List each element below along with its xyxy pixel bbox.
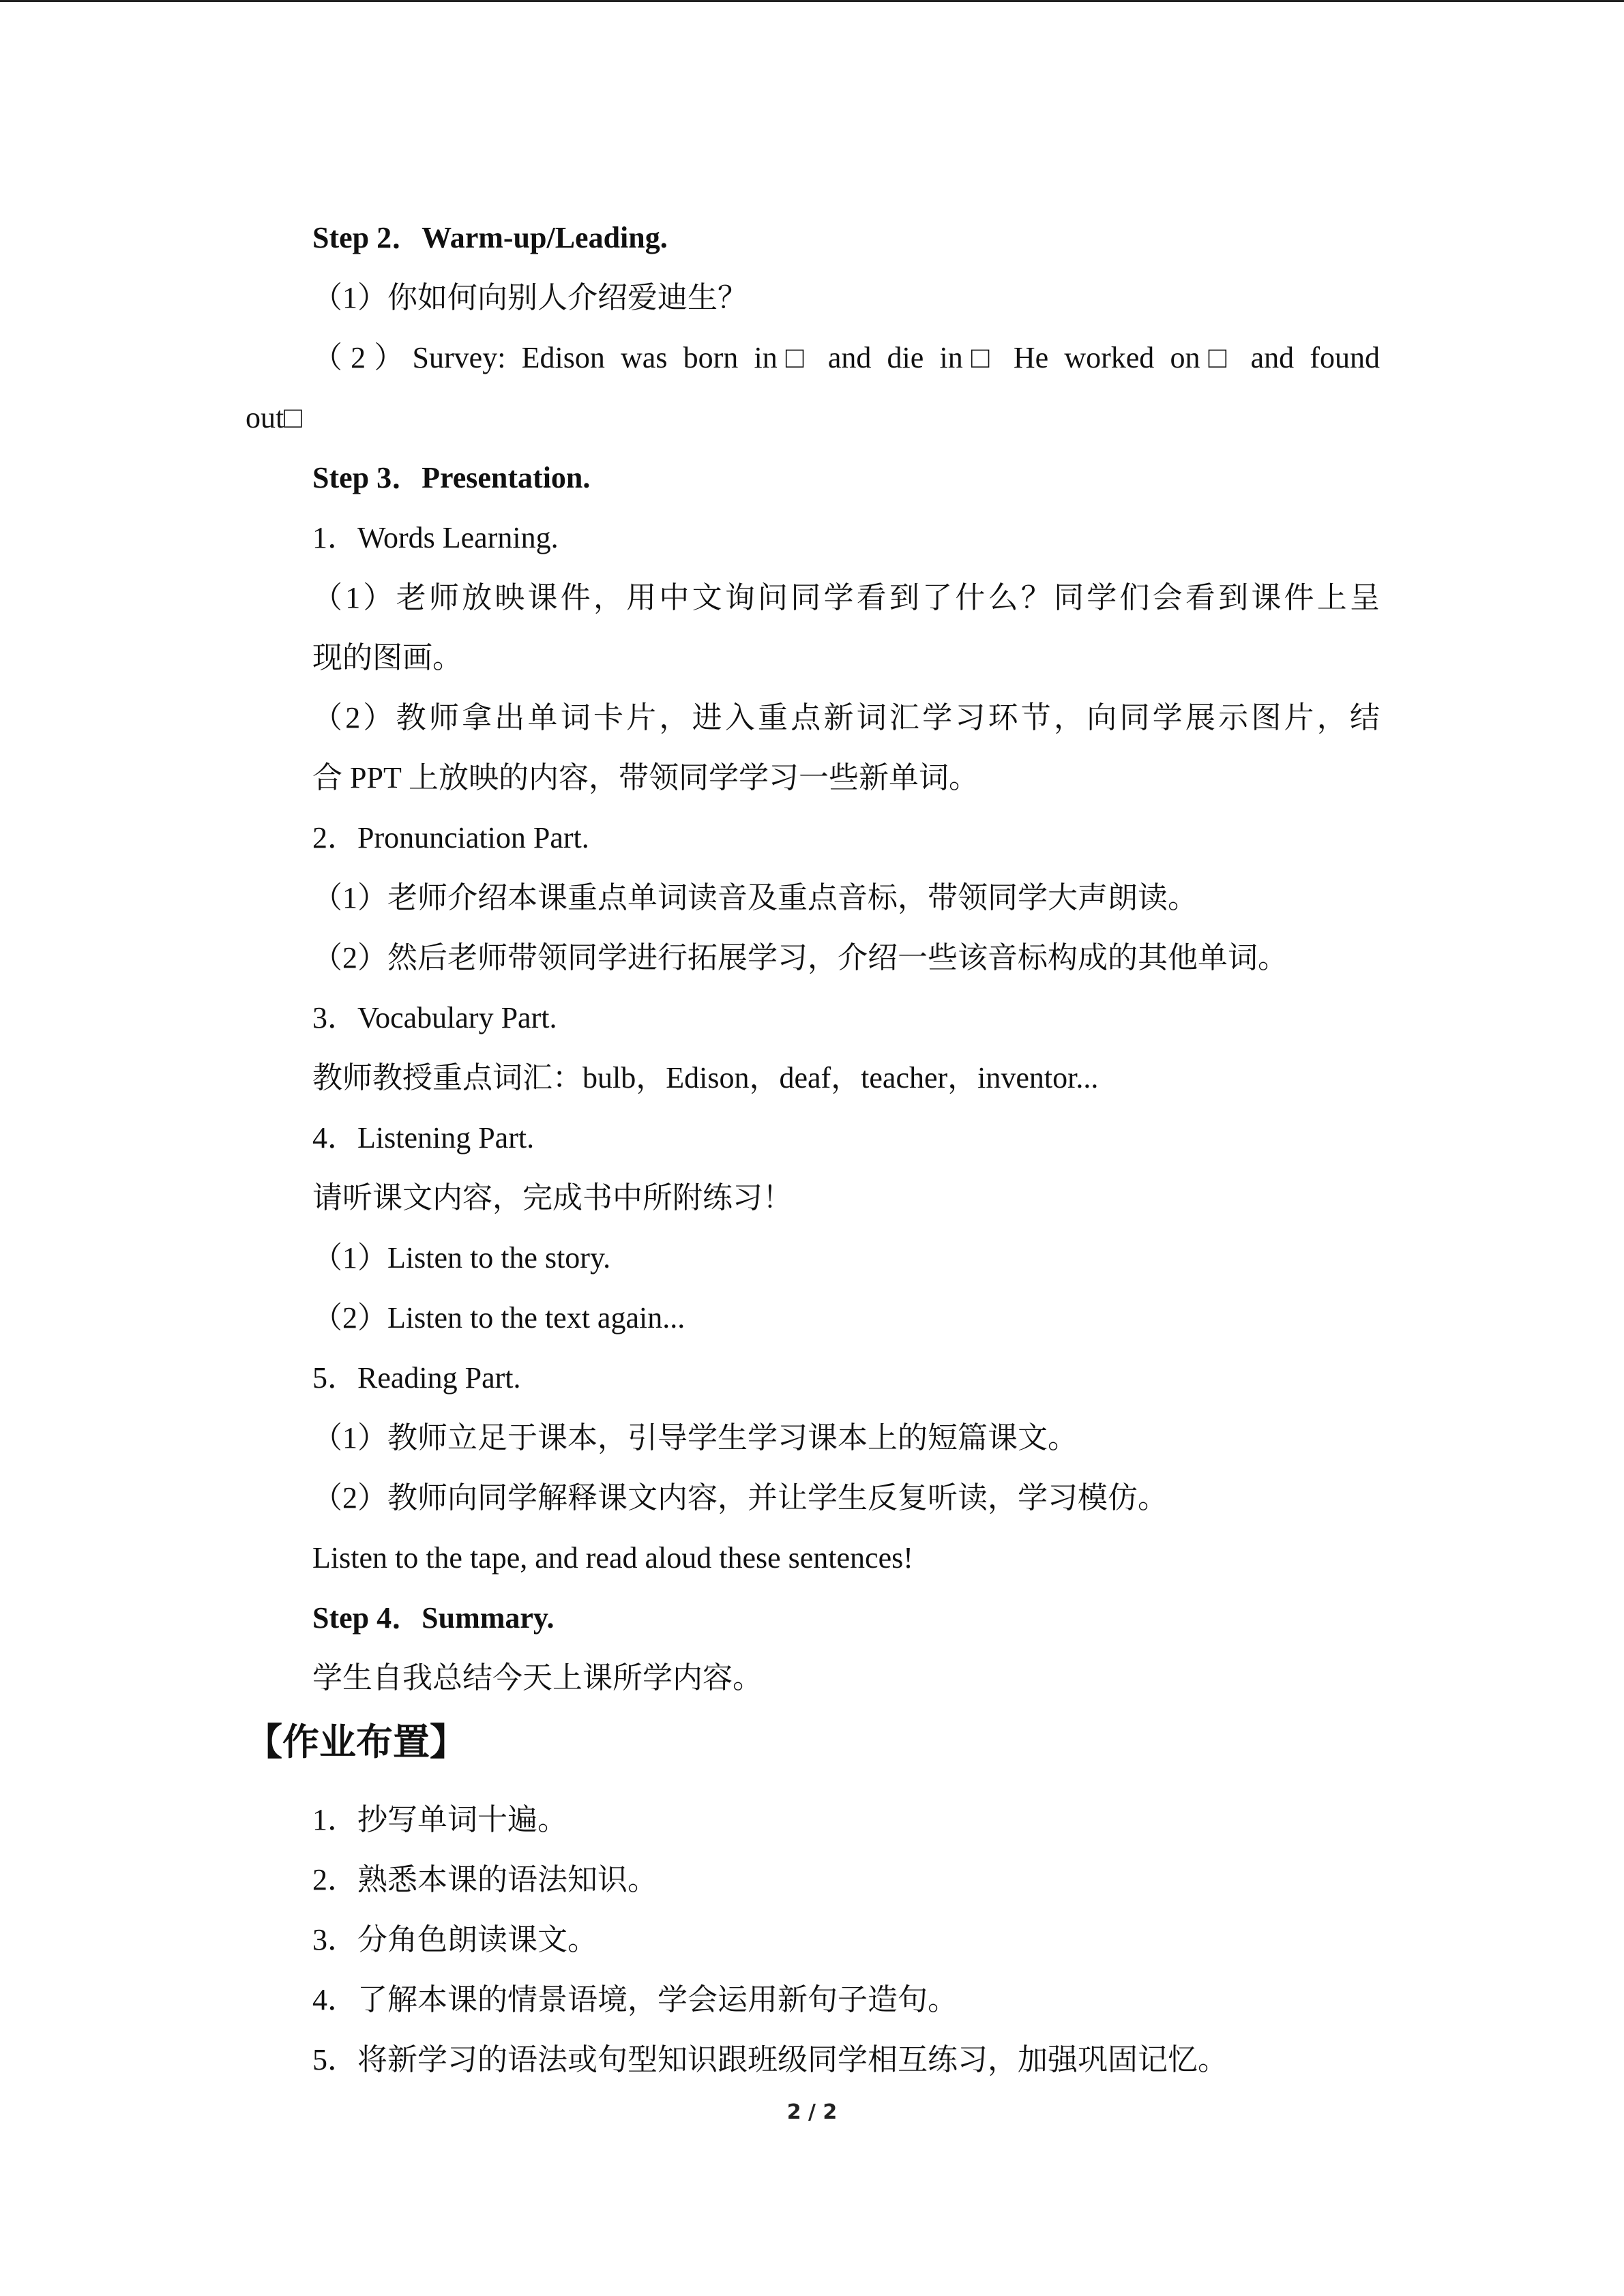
document-body: [0, 208, 1624, 2090]
vocabulary-text: 教师教授重点词汇：bulb，Edison，deaf，teacher，inventor...: [312, 1061, 1099, 1094]
homework-item: 4．了解本课的情景语境，学会运用新句子造句。: [312, 1983, 958, 2016]
reading-item-2: （2）教师向同学解释课文内容，并让学生反复听读，学习模仿。: [312, 1481, 1168, 1515]
step2-question-2-cont: out□: [246, 401, 302, 434]
homework-item: 3．分角色朗读课文。: [312, 1923, 597, 1956]
pronunciation-item-2: （2）然后老师带领同学进行拓展学习，介绍一些该音标构成的其他单词。: [312, 941, 1288, 974]
pronunciation-heading: 2．Pronunciation Part.: [312, 821, 589, 854]
vocabulary-heading: 3．Vocabulary Part.: [312, 1001, 557, 1034]
step2-question-2: （2）Survey: Edison was born in□ and die in□ He worked on□ and found: [312, 341, 1380, 374]
step4-heading: Step 4．Summary.: [312, 1601, 555, 1635]
step2-question-1: （1）你如何向别人介绍爱迪生？: [312, 281, 748, 314]
homework-item: 2．熟悉本课的语法知识。: [312, 1863, 658, 1896]
page-number: 2 / 2: [786, 2100, 838, 2124]
listening-instruction: 请听课文内容，完成书中所附练习！: [312, 1181, 793, 1214]
listening-heading: 4．Listening Part.: [312, 1121, 535, 1154]
step2-heading: Step 2．Warm-up/Leading.: [312, 221, 668, 254]
reading-instruction: Listen to the tape, and read aloud these sentences!: [312, 1541, 913, 1575]
page-top-border: [0, 0, 1624, 2]
step3-heading: Step 3．Presentation.: [312, 461, 591, 494]
pronunciation-item-1: （1）老师介绍本课重点单词读音及重点音标，带领同学大声朗读。: [312, 881, 1198, 914]
words-learning-item-1-cont: 现的图画。: [312, 641, 462, 674]
words-learning-heading: 1．Words Learning.: [312, 521, 559, 554]
homework-item: 5．将新学习的语法或句型知识跟班级同学相互练习，加强巩固记忆。: [312, 2043, 1228, 2076]
words-learning-item-2-cont: 合 PPT 上放映的内容，带领同学学习一些新单词。: [312, 761, 979, 794]
listening-item-1: （1）Listen to the story.: [312, 1241, 611, 1274]
reading-item-1: （1）教师立足于课本，引导学生学习课本上的短篇课文。: [312, 1421, 1078, 1455]
homework-heading: 【作业布置】: [246, 1720, 467, 1763]
words-learning-item-2: （2）教师拿出单词卡片，进入重点新词汇学习环节，向同学展示图片，结: [312, 701, 1380, 734]
words-learning-item-1: （1）老师放映课件，用中文询问同学看到了什么？同学们会看到课件上呈: [312, 581, 1380, 614]
reading-heading: 5．Reading Part.: [312, 1361, 521, 1395]
step4-text: 学生自我总结今天上课所学内容。: [312, 1661, 763, 1695]
listening-item-2: （2）Listen to the text again...: [312, 1301, 685, 1335]
homework-item: 1．抄写单词十遍。: [312, 1803, 567, 1836]
